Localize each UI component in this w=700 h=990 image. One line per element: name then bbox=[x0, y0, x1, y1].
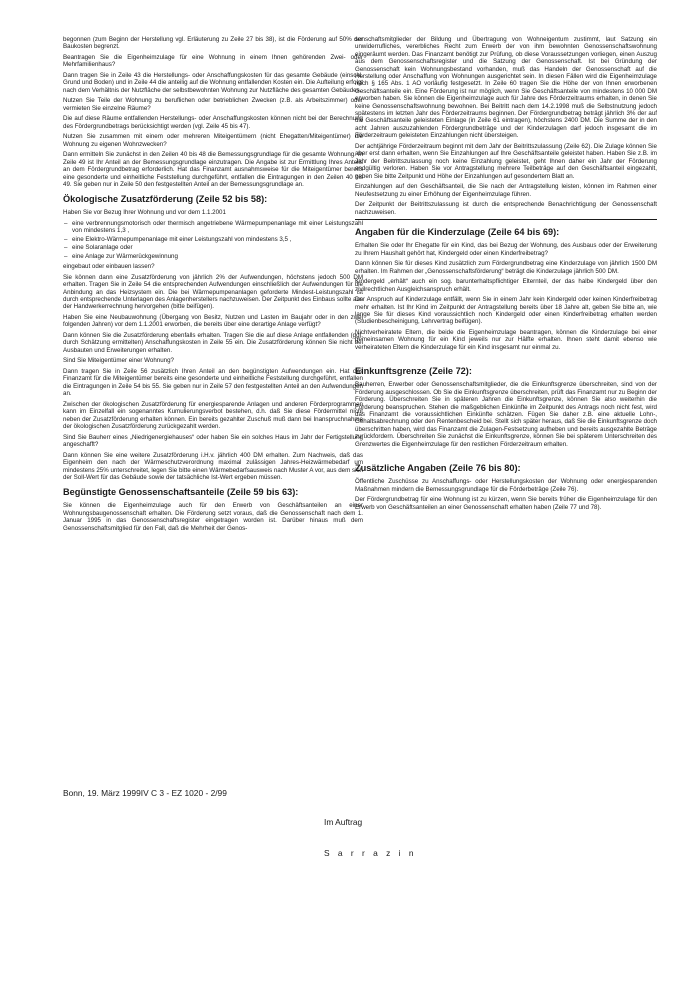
paragraph: Haben Sie eine Neubauwohnung (Übergang von Besitz, Nutzen und Lasten im Baujahr oder in den zwei folgenden Jahren) vor dem 1.1.2001 erworben, die bereits über eine derartige Anlage verfügt? bbox=[63, 314, 363, 329]
section-heading-einkunftsgrenze: Einkunftsgrenze (Zeile 72): bbox=[355, 366, 472, 377]
list-item: – eine verbrennungsmotorisch oder thermisch angetriebene Wärmepumpenanlage mit einer Leistungszahl von mindestens 1,3 , bbox=[72, 220, 363, 235]
paragraph: Dann können Sie für dieses Kind zusätzlich zum Fördergrundbetrag eine Kinderzulage von jährlich 1500 DM erhalten. Im Rahmen der „Genossenschaftsförderung“ beträgt die Kinderzulage jährlich 500 DM. bbox=[355, 260, 657, 275]
paragraph: Zwischen der ökologischen Zusatzförderung für energiesparende Anlagen und anderen Förderprogrammen kann im Einzelfall ein sogenanntes Kumulierungsverbot bestehen, d.h. daß Sie diese Fördermittel nicht neben der Zusatzförderung erhalten können. Ein bereits gezahlter Zuschuß muß dann bei Inanspruchnahme der ökologischen Zusatzförderung zurückgezahlt werden. bbox=[63, 400, 363, 431]
paragraph: Dann tragen Sie in Zeile 56 zusätzlich Ihren Anteil an den begünstigten Aufwendungen ein. Hat das Finanzamt für die Miteigentümer bereits eine gesonderte und einheitliche Feststellung durchgeführt, entfallen die Eintragungen in Zeile 54 bis 55. Sie geben nur in Zeile 57 den festgestellten Anteil an den Aufwendungen an. bbox=[63, 368, 363, 398]
list-item: – eine Elektro-Wärmepumpenanlage mit einer Leistungszahl von mindestens 3,5 , bbox=[72, 236, 363, 243]
im-auftrag-label: Im Auftrag bbox=[324, 817, 363, 827]
paragraph: eingebaut oder einbauen lassen? bbox=[63, 263, 155, 271]
section-heading-oekologische-zusatzfoerderung: Ökologische Zusatzförderung (Zeile 52 bis 58): bbox=[63, 194, 268, 205]
paragraph: Erhalten Sie oder Ihr Ehegatte für ein Kind, das bei Bezug der Wohnung, des Ausbaus oder der Erweiterung zu Ihrem Haushalt gehört hat, Kindergeld oder einen Kinderfreibetrag? bbox=[355, 242, 657, 257]
paragraph: Dann ermitteln Sie zunächst in den Zeilen 40 bis 48 die Bemessungsgrundlage für die gesamte Wohnung. In Zeile 49 ist Ihr Anteil an der Bemessungsgrundlage einzutragen. Die Angabe ist zur Ermittlung Ihres Anteils an dem Fördergrundbetrag erforderlich. Hat das Finanzamt ausnahmsweise für die Miteigentümer bereits eine gesonderte und einheitliche Feststellung durchgeführt, entfallen die Eintragungen in den Zeilen 40 bis 49. Sie geben nur in Zeile 50 den festgestellten Anteil an der Bemessungsgrundlage an. bbox=[63, 151, 363, 189]
paragraph: Der achtjährige Förderzeitraum beginnt mit dem Jahr der Beitrittszulassung (Zeile 62). Die Zulage können Sie aber erst dann erhalten, wenn Sie Einzahlungen auf Ihre Geschäftsanteile geleistet haben. Haben Sie z.B. im Jahr der Beitrittszulassung noch keine Einzahlung geleistet, geht Ihnen daher ein Jahr der Förderung endgültig verloren. Haben Sie vor Antragstellung mehrere Teilbeträge auf den Geschäftsanteil eingezahlt, geben Sie bitte Zeitpunkt und Höhe der Einzahlungen auf gesondertem Blatt an. bbox=[355, 142, 657, 180]
bullet-list bbox=[63, 220, 363, 260]
paragraph: Sie können dann eine Zusatzförderung von jährlich 2% der Aufwendungen, höchstens jedoch 500 DM erhalten. Tragen Sie in Zeile 54 die entsprechenden Aufwendungen einschließlich der Aufwendungen für die Anbindung an das Heizsystem ein. Die bei Wärmepumpenanlagen geforderte Mindest-Leistungszahl ist durch entsprechende Unterlagen des Anlagenherstellers nachzuweisen. Der Zeitpunkt des Einbaus sollte aus der Handwerkerrechnung hervorgehen (bitte beifügen). bbox=[63, 273, 363, 311]
paragraph: Dann können Sie die Zusatzförderung ebenfalls erhalten. Tragen Sie die auf diese Anlage entfallenden (ggf. durch Schätzung ermittelten) Anschaffungskosten in Zeile 55 ein. Die Zusatzförderung können Sie nicht bei Ausbauten und Erweiterungen erhalten. bbox=[63, 332, 363, 354]
left-column bbox=[63, 36, 363, 535]
paragraph: Dann können Sie eine weitere Zusatzförderung i.H.v. jährlich 400 DM erhalten. Zum Nachweis, daß das Eigenheim den nach der Wärmeschutzverordnung maximal zulässigen Jahres-Heizwärmebedarf um mindestens 25% unterschreitet, legen Sie bitte einen Wärmebedarfsausweis nach Muster A vor, aus dem sich der Soll-Wert für das Gebäude sowie der tatsächliche Ist-Wert ergeben müssen. bbox=[63, 451, 363, 481]
paragraph: Der Anspruch auf Kinderzulage entfällt, wenn Sie in einem Jahr kein Kindergeld oder keinen Kinderfreibetrag mehr erhalten. Ist Ihr Kind im Zeitpunkt der Antragstellung bereits über 18 Jahre alt, geben Sie bitte an, wie lange Sie für dieses Kind voraussichtlich noch Kindergeld oder einen Kinderfreibetrag erhalten werden (Studienbescheinigung, Lehrvertrag beifügen). bbox=[355, 296, 657, 326]
paragraph: Haben Sie vor Bezug Ihrer Wohnung und vor dem 1.1.2001 bbox=[63, 209, 226, 217]
paragraph: senschaftsmitglieder der Bildung und Übertragung von Wohneigentum zustimmt, laut Satzung ein unwiderrufliches, vererbliches Recht zum Erwerb der von ihm bewohnten Genossenschaftswohnung eingeräumt werden. Das Finanzamt benötigt zur Prüfung, ob diese Voraussetzungen vorliegen, einen Auszug aus dem Genossenschaftsregister und die Satzung der Genossenschaft. Ist bei Gründung der Genossenschaft kein Wohnungsbestand vorhanden, muß das Handeln der Genossenschaft auf die Herstellung oder Anschaffung von Wohnungen ausgerichtet sein. In diesen Fällen wird die Eigenheimzulage nach § 165 Abs. 1 AO vorläufig festgesetzt. In Zeile 60 tragen Sie die Höhe der von Ihnen erworbenen Geschäftsanteile ein. Eine Förderung ist nur möglich, wenn Sie Geschäftsanteile von mindestens 10 000 DM erworben haben. Sie können die Eigenheimzulage auch für Jahre des Förderzeitraums erhalten, in denen Sie keine Genossenschaftswohnung bewohnen. Bei Beitritt nach dem 14.2.1998 muß die Selbstnutzung jedoch spätestens im letzten Jahr des Förderzeitraums beginnen. Der Fördergrundbetrag beträgt jährlich 3% der auf die Geschäftsanteile geleisteten Einlage (in Zeile 61 eintragen), höchstens 2400 DM. Die Summe der in den acht Jahren auszuzahlenden Fördergrundbeträge und der Kinderzulagen darf jedoch insgesamt die im Förderzeitraum geleisteten Einzahlungen nicht übersteigen. bbox=[355, 36, 657, 140]
section-heading-kinderzulage: Angaben für die Kinderzulage (Zeile 64 bis 69): bbox=[355, 227, 560, 238]
paragraph: Die auf diese Räume entfallenden Herstellungs- oder Anschaffungskosten können nicht bei der Berechnung des Fördergrundbetrags berücksichtigt werden (vgl. Zeile 45 bis 47). bbox=[63, 115, 363, 130]
paragraph: Sind Sie Miteigentümer einer Wohnung? bbox=[63, 357, 174, 365]
section-heading-zusaetzliche-angaben: Zusätzliche Angaben (Zeile 76 bis 80): bbox=[355, 463, 521, 474]
spacer bbox=[355, 451, 657, 457]
paragraph: Sie können die Eigenheimzulage auch für den Erwerb von Geschäftsanteilen an einer Wohnungsbaugenossenschaft erhalten. Die Förderung setzt voraus, daß die Genossenschaft nach dem 1. Januar 1995 in das Genossenschaftsregister eingetragen worden ist. Darüber hinaus muß dem Genossenschaftsmitglied für den Fall, daß die Mehrheit der Genos- bbox=[63, 502, 363, 532]
paragraph: Beantragen Sie die Eigenheimzulage für eine Wohnung in einem Ihnen gehörenden Zwei- oder Mehrfamilienhaus? bbox=[63, 54, 363, 69]
paragraph: begonnen (zum Beginn der Herstellung vgl. Erläuterung zu Zeile 27 bis 38), ist die Förderung auf 50% der Baukosten begrenzt. bbox=[63, 36, 363, 51]
section-heading-genossenschaftsanteile: Begünstigte Genossenschaftsanteile (Zeile 59 bis 63): bbox=[63, 487, 299, 498]
paragraph: Sind Sie Bauherr eines „Niedrigenergiehauses“ oder haben Sie ein solches Haus im Jahr der Fertigstellung angeschafft? bbox=[63, 433, 363, 449]
signature-name: S a r r a z i n bbox=[324, 848, 417, 858]
paragraph: Bauherren, Erwerber oder Genossenschaftsmitglieder, die die Einkunftsgrenze überschreiten, sind von der Förderung ausgeschlossen. Ob Sie die Einkunftsgrenze überschreiten, prüft das Finanzamt nur zu Beginn der Förderung. Überschreiten Sie in späteren Jahren die Einkunftsgrenze, können Sie also weiterhin die Förderung beanspruchen. Stehen die maßgeblichen Einkünfte im Zeitpunkt des Antrags noch nicht fest, wird das Finanzamt die voraussichtlichen Einkünfte schätzen. Fügen Sie daher z.B. eine aktuelle Lohn-, Gehaltsabrechnung oder den Rentenbescheid bei. Stellt sich später heraus, daß Sie die Einkunftsgrenze doch überschritten haben, wird das Finanzamt die Zulagen-Festsetzung aufheben und bereits ausgezahlte Beträge zurückfordern. Überschreiten Sie zunächst die Einkunftsgrenze, können Sie bei späterem Unterschreiten des Grenzwertes die Eigenheimzulage für den restlichen Förderzeitraum erhalten. bbox=[355, 381, 658, 448]
list-item: – eine Solaranlage oder bbox=[72, 244, 363, 251]
paragraph: Nutzen Sie Teile der Wohnung zu beruflichen oder betrieblichen Zwecken (z.B. als Arbeitszimmer) oder vermieten Sie einzelne Räume? bbox=[63, 97, 363, 112]
date-reference-line: Bonn, 19. März 1999IV C 3 - EZ 1020 - 2/99 bbox=[63, 788, 227, 798]
paragraph: Öffentliche Zuschüsse zu Anschaffungs- oder Herstellungskosten der Wohnung oder energiesparenden Maßnahmen mindern die Bemessungsgrundlage für die Förderbeträge (Zeile 76). bbox=[355, 478, 657, 493]
list-item: – eine Anlage zur Wärmerückgewinnung bbox=[72, 253, 363, 260]
right-column bbox=[355, 36, 657, 514]
paragraph: Einzahlungen auf den Geschäftsanteil, die Sie nach der Antragstellung leisten, können im Rahmen einer Neufestsetzung zu einer Erhöhung der Eigenheimzulage führen. bbox=[355, 183, 657, 198]
paragraph: Kindergeld „erhält“ auch ein sog. barunterhaltspflichtiger Elternteil, der das halbe Kindergeld über den zivilrechtlichen Ausgleichsanspruch erhält. bbox=[355, 278, 657, 293]
paragraph: Der Zeitpunkt der Beitrittszulassung ist durch die entsprechende Benachrichtigung der Genossenschaft nachzuweisen. bbox=[355, 201, 657, 216]
paragraph: Dann tragen Sie in Zeile 43 die Herstellungs- oder Anschaffungskosten für das gesamte Gebäude (einschl. Grund und Boden) und in Zeile 44 die anteilig auf die Wohnung entfallenden Kosten ein. Die Aufteilung erfolgt nach dem Verhältnis der Nutzfläche der selbstbewohnten Wohnung zur Nutzfläche des gesamten Gebäudes. bbox=[63, 72, 363, 94]
paragraph: Der Fördergrundbetrag für eine Wohnung ist zu kürzen, wenn Sie bereits früher die Eigenheimzulage für den Erwerb von Geschäftsanteilen an einer Genossenschaft erhalten haben (Zeile 77 und 78). bbox=[355, 496, 657, 511]
paragraph: Nichtverheiratete Eltern, die beide die Eigenheimzulage beantragen, können die Kinderzulage bei einer gemeinsamen Wohnung für ein Kind jeweils nur zur Hälfte erhalten. Ihnen steht damit ebenso wie verheirateten Eltern die Kinderzulage für ein Kind insgesamt nur einmal zu. bbox=[355, 328, 657, 351]
spacer bbox=[355, 354, 657, 360]
section-divider bbox=[355, 219, 657, 220]
paragraph: Nutzen Sie zusammen mit einem oder mehreren Miteigentümern (nicht Ehegatten/Miteigentümer) die Wohnung zu eigenen Wohnzwecken? bbox=[63, 133, 363, 148]
